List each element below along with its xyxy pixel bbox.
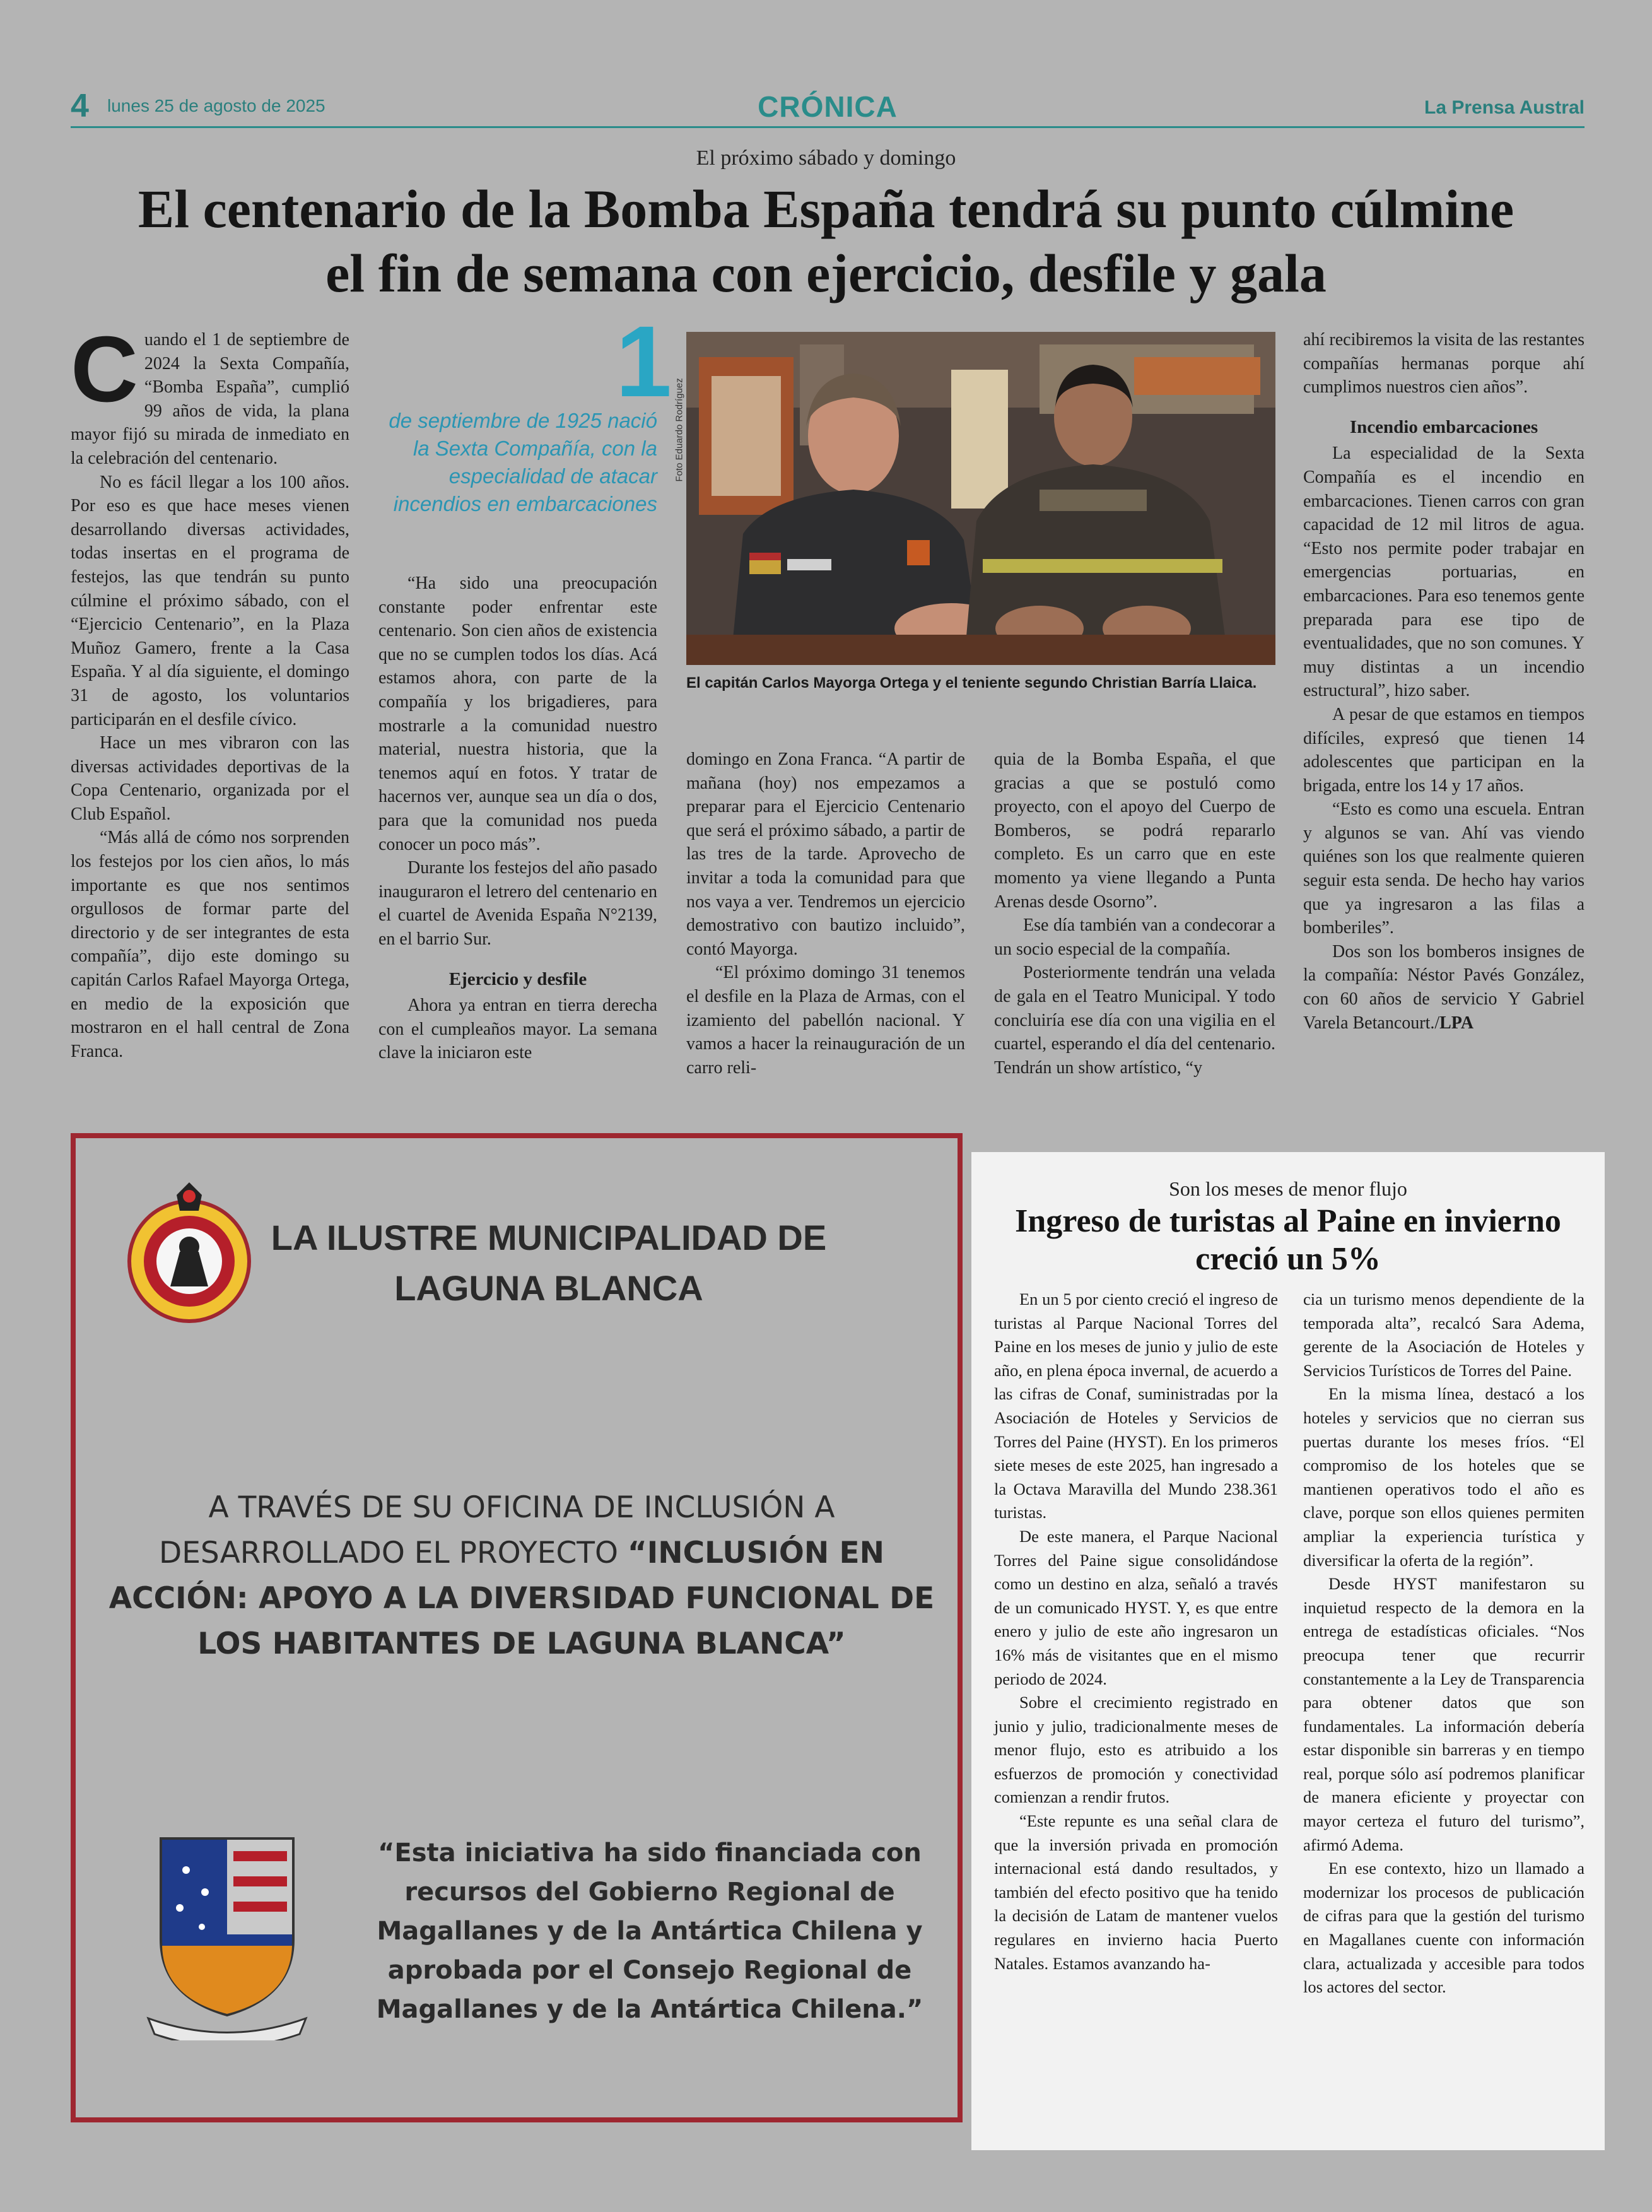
paragraph: En ese contexto, hizo un llamado a modernizar los procesos de publicación de cifras para que la gestión del turismo en Magallanes cuente con información clara, actualizada y accesible para todos los actores del sector. [1303, 1859, 1585, 1997]
page-number: 4 [71, 88, 89, 124]
article-photo [686, 332, 1275, 665]
paragraph: “Esto es como una escuela. Entran y algunos se van. Ahí vas viendo quiénes son los que realmente quieren seguir esta senda. De hecho hay varios que ya ingresaron a las filas a bomberiles”. [1303, 799, 1585, 938]
paragraph: ahí recibiremos la visita de las restantes compañías hermanas porque ahí cumplimos nuestros cien años”. [1303, 330, 1585, 397]
paragraph: “Este repunte es una señal clara de que la inversión privada en promoción internacional está dando resultados, y también del efecto positivo que ha tenido la decisión de Latam de mantener vuelos regulares en invierno hacia Puerto Natales. Estamos avanzando ha- [994, 1811, 1278, 1973]
paragraph: En un 5 por ciento creció el ingreso de turistas al Parque Nacional Torres del Paine en los meses de junio y julio de este año, en plena época invernal, de acuerdo a las cifras de Conaf, suministradas por la Asociación de Hoteles y Servicios de Torres del Paine (HYST). En los primeros siete meses de este 2025, han ingresado a la Octava Maravilla del Mundo 238.361 turistas. [994, 1290, 1278, 1522]
tourism-column-2 [1303, 1288, 1585, 1999]
ad-financing-quote: “Esta iniciativa ha sido financiada con recursos del Gobierno Regional de Magallanes y de la Antártica Chilena y aprobada por el Consejo Regional de Magallanes y de la Antártica Chilena.” [376, 1838, 923, 2024]
paragraph: Hace un mes vibraron con las diversas actividades deportivas de la Copa Centenario, organizada por el Club Español. [71, 733, 349, 824]
paragraph: Ahora ya entran en tierra derecha con el cumpleaños mayor. La semana clave la iniciaron este [378, 996, 657, 1063]
paragraph: quia de la Bomba España, el que gracias a que se postuló como proyecto, con el apoyo del Cuerpo de Bomberos, se podrá repararlo completo. Es un carro que en este momento ya viene llegando a Punta Arenas desde Osorno”. [994, 750, 1275, 912]
section-name: CRÓNICA [758, 90, 898, 123]
paragraph: En la misma línea, destacó a los hoteles y servicios que no cierran sus puertas durante los meses fríos. “El compromiso de los hoteles que se mantienen operativos todo el año es clave, porque son ellos quienes permiten ampliar la experiencia turística y diversificar la oferta de la región”. [1303, 1384, 1585, 1570]
subhead-incendio: Incendio embarcaciones [1349, 416, 1538, 437]
laguna-blanca-shield-icon [142, 1832, 312, 2040]
fire-department-seal-icon [120, 1176, 259, 1327]
paragraph: Dos son los bomberos insignes de la compañía: Néstor Pavés González, con 60 años de servicio Y Gabriel Varela Betancourt./ [1303, 941, 1585, 1033]
paragraph: No es fácil llegar a los 100 años. Por eso es que hace meses vienen desarrollando diversas actividades, todas insertas en el programa de festejos, las que tendrán su punto cúlmine el próximo sábado, con el “Ejercicio Centenario”, en la Plaza Muñoz Gamero, frente a la Casa España. Y al día siguiente, el domingo 31 de agosto, los voluntarios participarán en el desfile cívico. [71, 472, 349, 729]
drop-cap: C [71, 317, 138, 421]
tourism-kicker: Son los meses de menor flujo [1169, 1177, 1407, 1200]
tourism-column-1 [994, 1288, 1278, 1975]
pull-quote-number: 1 [616, 305, 672, 418]
tourism-headline: Ingreso de turistas al Paine en invierno creció un 5% [1015, 1203, 1561, 1277]
ad-title: LA ILUSTRE MUNICIPALIDAD DE LAGUNA BLANCA [271, 1218, 827, 1308]
paragraph: A pesar de que estamos en tiempos difíciles, expresó que tienen 14 adolescentes que participan en la brigada, entre los 14 y 17 años. [1303, 704, 1585, 796]
photo-firefighters [686, 332, 1275, 665]
author-signature: LPA [1439, 1013, 1474, 1033]
subhead-ejercicio: Ejercicio y desfile [448, 968, 587, 989]
paragraph: “El próximo domingo 31 tenemos el desfile en la Plaza de Armas, con el izamiento del pabellón nacional. Y vamos a hacer la reinauguración de un carro reli- [686, 963, 965, 1078]
paragraph: La especialidad de la Sexta Compañía es el incendio en embarcaciones. Tienen carros con gran capacidad de 12 mil litros de agua. “Esto nos permite poder trabajar en emergencias portuarias, en embarcaciones. Para eso tenemos gente preparada para ese tipo de eventualidades, que no son comunes. Y muy distintas a un incendio estructural”, hizo saber. [1303, 444, 1585, 701]
pull-quote-text: de septiembre de 1925 nació la Sexta Compañía, con la especialidad de atacar incendios en embarcaciones [389, 409, 657, 515]
paragraph: uando el 1 de septiembre de 2024 la Sexta Compañía, “Bomba España”, cumplió 99 años de vida, la plana mayor fijó su mirada de inmediato en la celebración del centenario. [71, 330, 349, 468]
paragraph: Sobre el crecimiento registrado en junio y julio, tradicionalmente meses de menor flujo, esto es atribuido a los esfuerzos de promoción y conectividad comienzan a rendir frutos. [994, 1693, 1278, 1807]
tourism-article [971, 1152, 1605, 2150]
paragraph: “Más allá de cómo nos sorprenden los festejos por los cien años, lo más importante es que nos sentimos orgullosos de formar parte del directorio y de ser integrantes de esta compañía”, dijo este domingo su capitán Carlos Rafael Mayorga Ortega, en medio de la exposición que mostraron en el hall central de Zona Franca. [71, 828, 349, 1061]
page-header [71, 88, 1585, 128]
paragraph: De este manera, el Parque Nacional Torres del Paine sigue consolidándose como un destino en alza, señaló a través de un comunicado HYST. Y, es que entre enero y julio de este año ingresaron un 16% más de visitantes que en el mismo periodo de 2024. [994, 1526, 1278, 1688]
paragraph: Desde HYST manifestaron su inquietud respecto de la demora en la entrega de estadísticas oficiales. “Nos preocupa tener que recurrir constantemente a la Ley de Transparencia para obtener datos que son fundamentales. La información debería estar disponible sin barreras y en tiempo real, porque sólo así podremos planificar de manera eficiente y proyectar con mayor certeza el futuro del turismo”, afirmó Adema. [1303, 1574, 1585, 1854]
article-column-2 [378, 572, 657, 1065]
article-column-1 [71, 317, 349, 1063]
paragraph: cia un turismo menos dependiente de la temporada alta”, recalcó Sara Adema, gerente de la Asociación de Hoteles y Servicios Turísticos de Torres del Paine. [1303, 1290, 1585, 1380]
paragraph: Ese día también van a condecorar a un socio especial de la compañía. [994, 915, 1275, 959]
article-kicker: El próximo sábado y domingo [696, 146, 956, 170]
ad-body: A TRAVÉS DE SU OFICINA DE INCLUSIÓN A DESARROLLADO EL PROYECTO “INCLUSIÓN EN ACCIÓN: APOYO A LA DIVERSIDAD FUNCIONAL DE LOS HABITANTES DE LAGUNA BLANCA” [108, 1490, 935, 1661]
article-column-5 [1303, 328, 1585, 1035]
article-column-4 [994, 748, 1275, 1080]
paragraph: Posteriormente tendrán una velada de gala en el Teatro Municipal. Y todo concluiría ese día con una vigilia en el cuartel, esperando el día del centenario. Tendrán un show artístico, “y [994, 963, 1275, 1078]
photo-caption: El capitán Carlos Mayorga Ortega y el teniente segundo Christian Barría Llaica. [686, 674, 1257, 691]
paragraph: Durante los festejos del año pasado inauguraron el letrero del centenario en el cuartel de Avenida España N°2139, en el barrio Sur. [378, 858, 657, 949]
paragraph: domingo en Zona Franca. “A partir de mañana (hoy) nos empezamos a preparar para el Ejercicio Centenario que será el próximo sábado, a partir de las tres de la tarde. Aprovecho de invitar a toda la comunidad para que nos vaya a ver. Tendremos un ejercicio demostrativo con bautizo incluido”, contó Mayorga. [686, 750, 965, 959]
photo-credit: Foto Eduardo Rodríguez [674, 378, 685, 482]
paragraph: “Ha sido una preocupación constante poder enfrentar este centenario. Son cien años de existencia que no se cumplen todos los días. Acá estamos ahora, con parte de la compañía y los brigadieres, para mostrarle a la comunidad nuestro material, nuestra historia, que la tenemos aquí en fotos. Y tratar de hacernos ver, aunque sea un día o dos, para que la comunidad nos pueda conocer un poco más”. [378, 574, 657, 854]
page-date: lunes 25 de agosto de 2025 [107, 96, 325, 115]
newspaper-name: La Prensa Austral [1424, 97, 1585, 118]
municipal-advertisement [71, 1133, 963, 2122]
article-column-3 [686, 748, 965, 1080]
article-headline: El centenario de la Bomba España tendrá su punto cúlmine el fin de semana con ejercicio, desfile y gala [138, 179, 1514, 303]
